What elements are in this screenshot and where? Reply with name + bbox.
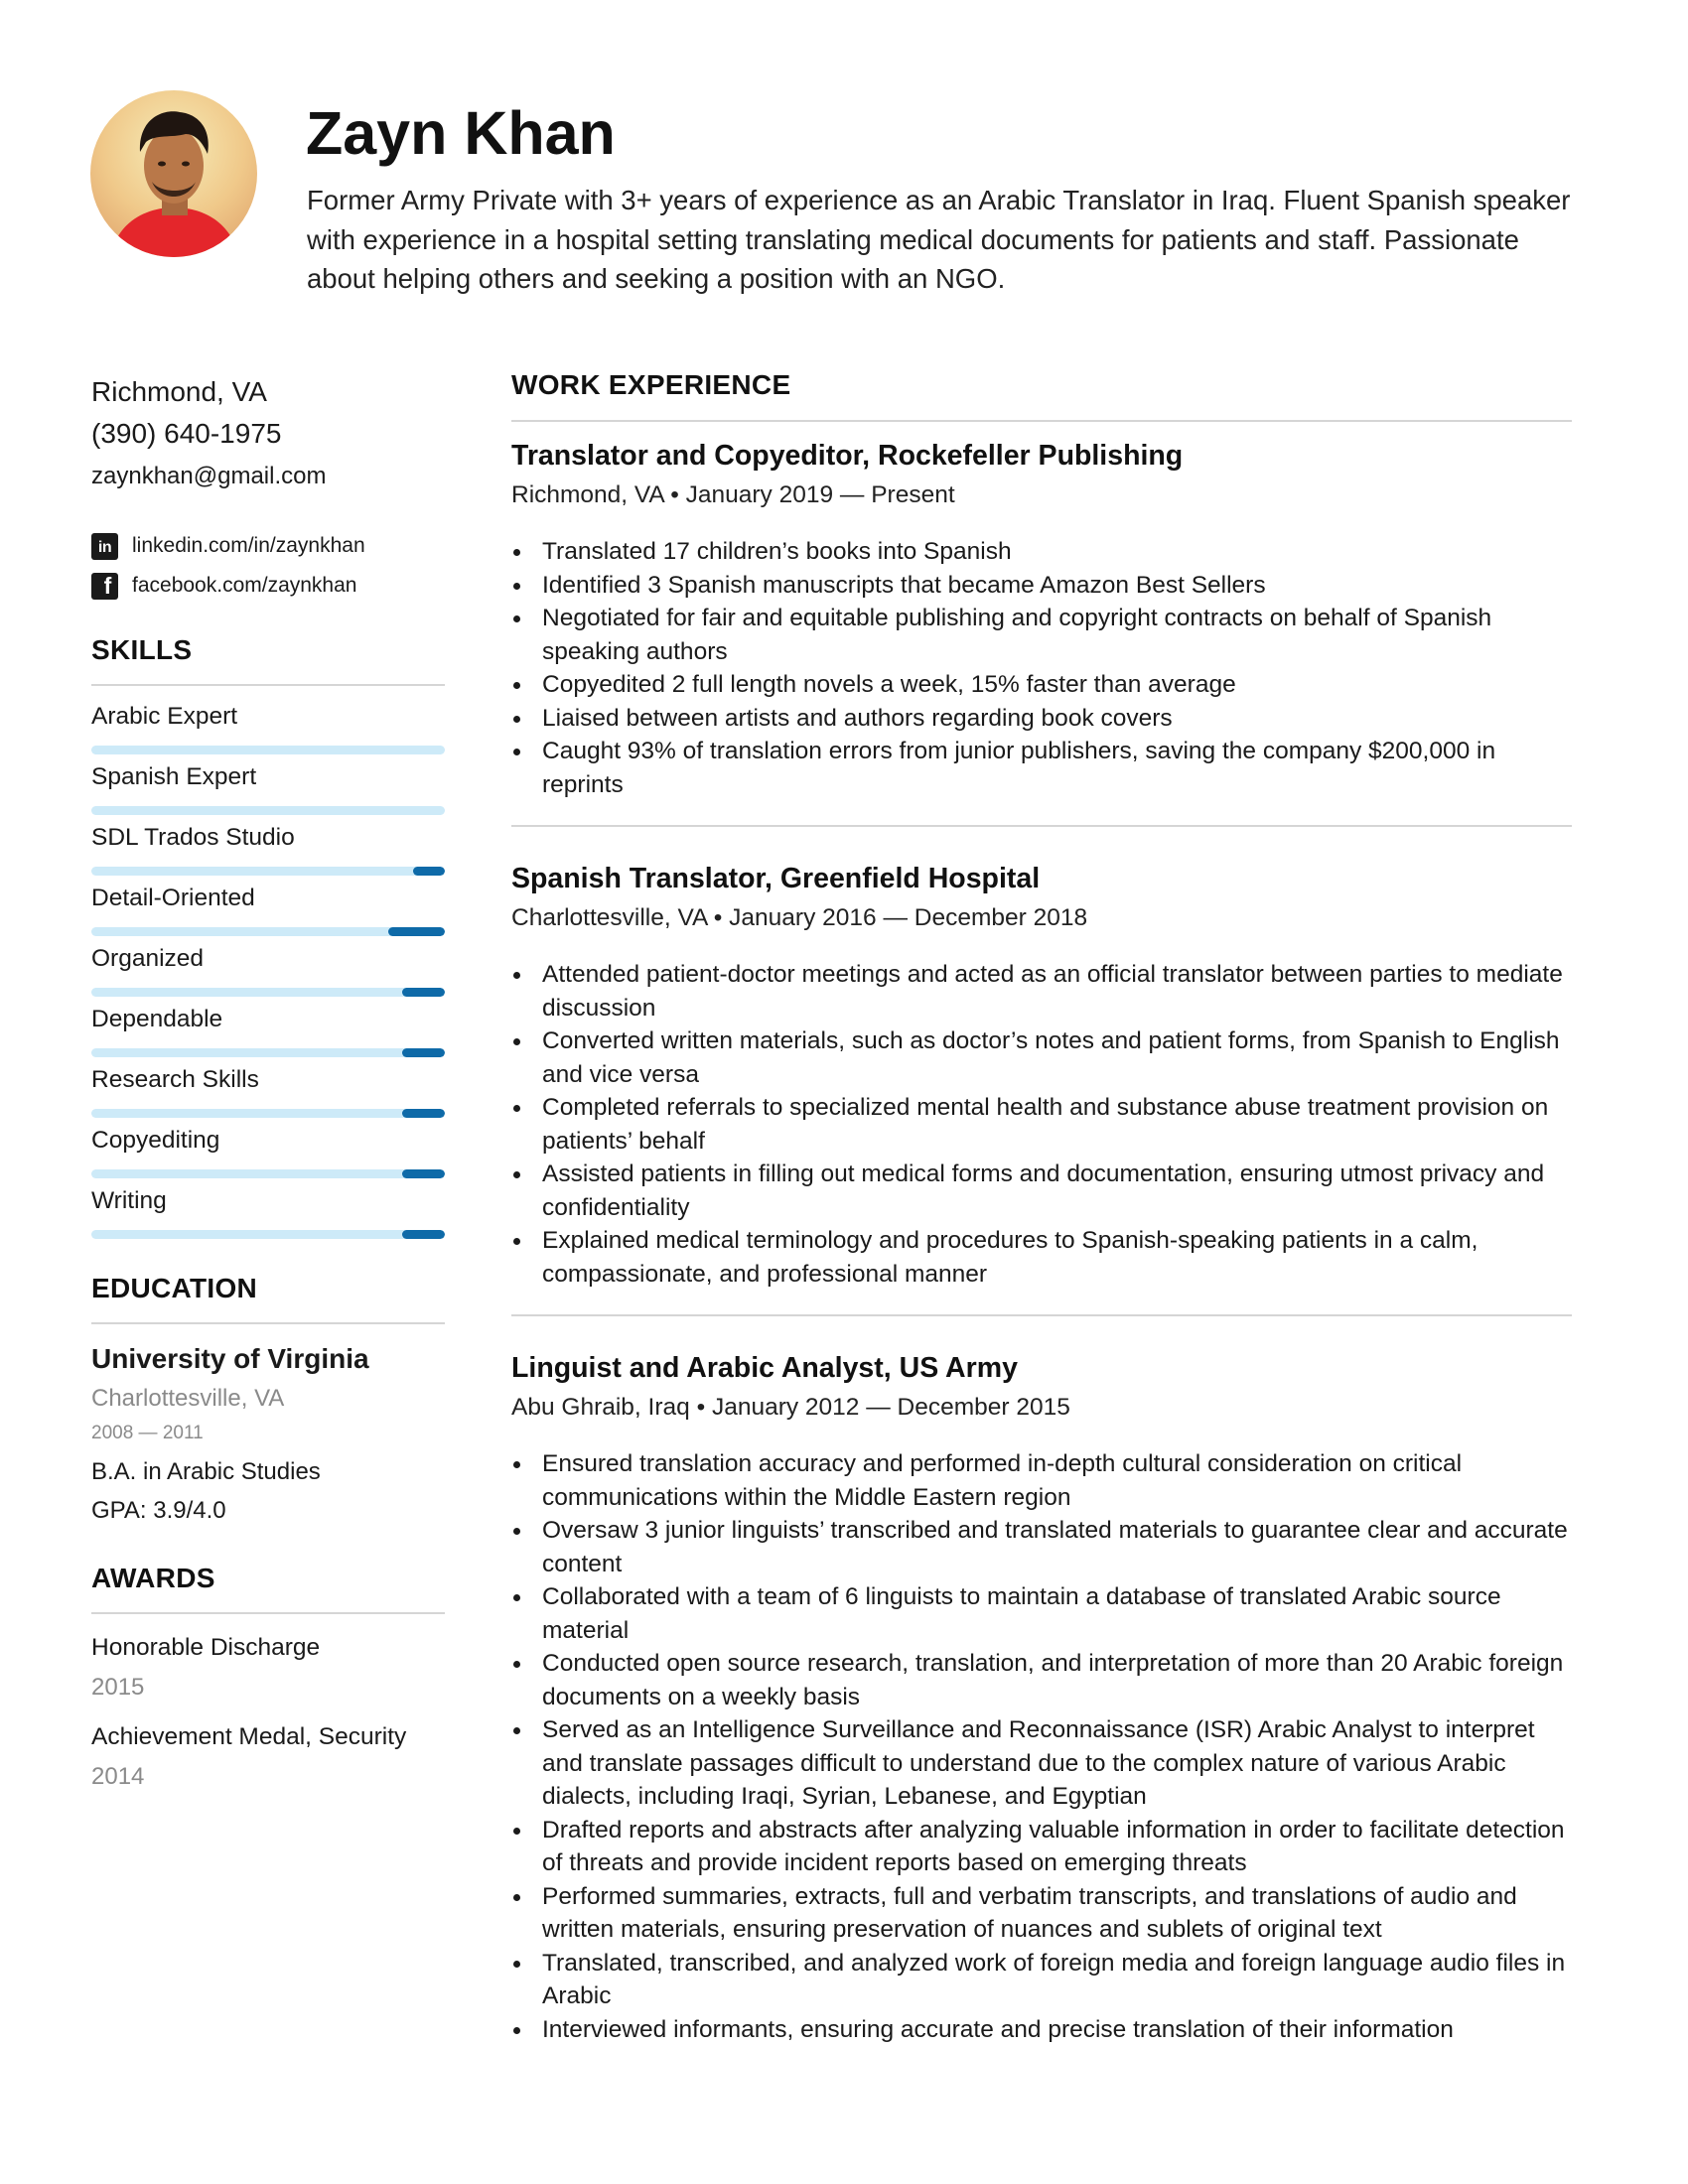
job-bullet: Copyedited 2 full length novels a week, 15% faster than average [511,668,1572,702]
skill-level-fill [402,1109,445,1118]
skill-label: Arabic Expert [91,703,238,730]
education-section [91,1273,445,1530]
skill-level-bar [91,1169,445,1178]
job-bullets [511,958,1572,1291]
contact-phone: (390) 640-1975 [91,418,282,449]
skill-level-fill [402,1230,445,1239]
job-bullet: Caught 93% of translation errors from junior publishers, saving the company $200,000 in reprints [511,735,1572,801]
skill-level-bar [91,806,445,815]
job-bullet: Translated, transcribed, and analyzed work of foreign media and foreign language audio files in Arabic [511,1947,1572,2013]
skill-item [91,1124,445,1184]
job-meta: Abu Ghraib, Iraq • January 2012 — December 2015 [511,1394,1070,1421]
skill-item [91,700,445,760]
profile-photo [90,90,257,257]
skills-heading: SKILLS [91,634,193,665]
job-title: Linguist and Arabic Analyst, US Army [511,1352,1018,1384]
professional-summary: Former Army Private with 3+ years of experience as an Arabic Translator in Iraq. Fluent Spanish speaker with experience in a hospital setting translating medical documents for patients and staff. Passionate about helping others and seeking a position with an NGO. [307,185,1571,294]
candidate-name: Zayn Khan [306,99,616,167]
skill-label: Copyediting [91,1127,220,1154]
work-heading: WORK EXPERIENCE [511,369,791,400]
award-year: 2015 [91,1674,145,1701]
skill-level-fill [388,927,445,936]
award-name: Honorable Discharge [91,1634,321,1661]
job-entry [511,436,1572,801]
job-bullet: Completed referrals to specialized mental health and substance abuse treatment provision on patients’ behalf [511,1091,1572,1158]
job-bullet: Attended patient-doctor meetings and acted as an official translator between parties to mediate discussion [511,958,1572,1024]
job-bullet: Oversaw 3 junior linguists’ transcribed and translated materials to guarantee clear and accurate content [511,1514,1572,1580]
skill-level-fill [402,1048,445,1057]
skill-level-bar [91,988,445,997]
facebook-icon: f [91,573,118,600]
degree: B.A. in Arabic Studies [91,1458,321,1485]
job-bullet: Liaised between artists and authors regarding book covers [511,702,1572,736]
job-bullet: Negotiated for fair and equitable publishing and copyright contracts on behalf of Spanish speaking authors [511,602,1572,668]
social-links [91,526,449,606]
job-divider [511,1314,1572,1316]
work-divider [511,420,1572,422]
linkedin-link[interactable] [91,526,449,566]
skill-label: Organized [91,945,205,972]
skill-level-bar [91,1109,445,1118]
skill-level-fill [402,988,445,997]
contact-info [91,371,449,496]
job-bullet: Ensured translation accuracy and performed in-depth cultural consideration on critical communications within the Middle Eastern region [511,1447,1572,1514]
skills-list [91,700,445,1245]
linkedin-icon: in [91,533,118,560]
skill-label: Dependable [91,1006,223,1032]
skill-label: Spanish Expert [91,763,257,790]
job-meta: Richmond, VA • January 2019 — Present [511,481,955,508]
award-year: 2014 [91,1763,145,1790]
education-heading: EDUCATION [91,1273,258,1303]
job-bullet: Explained medical terminology and procedures to Spanish-speaking patients in a calm, compassionate, and professional manner [511,1224,1572,1291]
skill-level-bar [91,867,445,876]
skill-level-bar [91,1230,445,1239]
job-bullet: Conducted open source research, translation, and interpretation of more than 20 Arabic foreign documents on a weekly basis [511,1647,1572,1713]
skill-item [91,1184,445,1245]
job-bullet: Interviewed informants, ensuring accurate and precise translation of their information [511,2013,1572,2047]
job-bullets [511,1447,1572,2046]
job-bullet: Collaborated with a team of 6 linguists to maintain a database of translated Arabic source material [511,1580,1572,1647]
school-dates: 2008 — 2011 [91,1423,204,1443]
skill-item [91,882,445,942]
skill-label: Detail-Oriented [91,885,255,911]
contact-email[interactable]: zaynkhan@gmail.com [91,463,327,489]
job-bullets [511,535,1572,801]
job-meta: Charlottesville, VA • January 2016 — December 2018 [511,904,1088,931]
skill-item [91,1003,445,1063]
job-bullet: Served as an Intelligence Surveillance and Reconnaissance (ISR) Arabic Analyst to interpret and translate passages difficult to understand due to the complex nature of various Arabic dialects, including Iraqi, Syrian, Lebanese, and Egyptian [511,1713,1572,1814]
education-divider [91,1322,445,1324]
job-entry [511,1348,1572,2046]
school-name: University of Virginia [91,1343,369,1374]
job-bullet: Identified 3 Spanish manuscripts that became Amazon Best Sellers [511,569,1572,603]
job-bullet: Converted written materials, such as doctor’s notes and patient forms, from Spanish to English and vice versa [511,1024,1572,1091]
skill-item [91,760,445,821]
skills-divider [91,684,445,686]
job-entry [511,859,1572,1291]
work-experience-section [511,369,1572,2046]
gpa: GPA: 3.9/4.0 [91,1497,226,1524]
profile-photo-illustration [90,90,257,257]
skill-item [91,942,445,1003]
award-item [91,1628,445,1707]
skill-item [91,821,445,882]
skill-level-fill [413,867,445,876]
award-name: Achievement Medal, Security [91,1723,407,1750]
job-bullet: Assisted patients in filling out medical forms and documentation, ensuring utmost privacy and confidentiality [511,1158,1572,1224]
job-bullet: Performed summaries, extracts, full and verbatim transcripts, and translations of audio and written materials, ensuring preservation of nuances and sublets of original text [511,1880,1572,1947]
job-title: Translator and Copyeditor, Rockefeller Publishing [511,440,1184,472]
skill-level-bar [91,1048,445,1057]
school-location: Charlottesville, VA [91,1385,285,1412]
skill-level-bar [91,746,445,754]
award-item [91,1717,445,1797]
skill-label: SDL Trados Studio [91,824,295,851]
awards-divider [91,1612,445,1614]
skill-item [91,1063,445,1124]
skill-level-bar [91,927,445,936]
awards-heading: AWARDS [91,1563,215,1593]
facebook-url[interactable]: facebook.com/zaynkhan [132,574,357,597]
job-bullet: Translated 17 children’s books into Spanish [511,535,1572,569]
skill-level-fill [402,1169,445,1178]
skills-section [91,634,445,1245]
facebook-link[interactable] [91,566,449,606]
contact-city: Richmond, VA [91,376,267,407]
job-bullet: Drafted reports and abstracts after analyzing valuable information in order to facilitate detection of threats and provide incident reports based on emerging threats [511,1814,1572,1880]
awards-section [91,1563,445,1797]
linkedin-url[interactable]: linkedin.com/in/zaynkhan [132,534,365,557]
job-divider [511,825,1572,827]
skill-label: Research Skills [91,1066,259,1093]
skill-label: Writing [91,1187,167,1214]
job-title: Spanish Translator, Greenfield Hospital [511,863,1041,894]
